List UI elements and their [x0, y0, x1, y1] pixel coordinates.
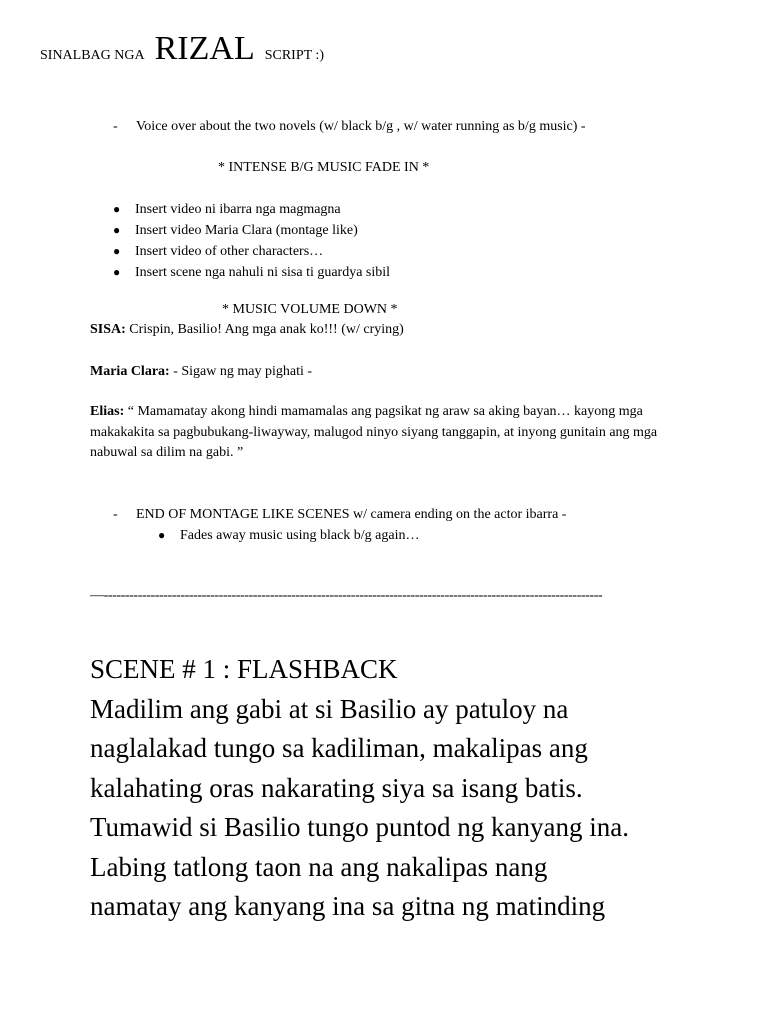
list-item: ● Insert video Maria Clara (montage like) — [113, 220, 390, 241]
insert-bullet-list — [113, 199, 390, 283]
sisa-line: Crispin, Basilio! Ang mga anak ko!!! (w/ crying) — [125, 322, 404, 337]
sisa-dialogue — [90, 320, 680, 341]
bullet-icon: ● — [113, 244, 121, 258]
maria-clara-line: - Sigaw ng may pighati - — [169, 364, 313, 379]
intense-music-cue: * INTENSE B/G MUSIC FADE IN * — [218, 160, 430, 175]
dash-marker: - — [113, 507, 118, 522]
scene-line: naglalakad tungo sa kadiliman, makalipas ang — [90, 733, 588, 763]
bullet-icon: ● — [113, 265, 121, 279]
list-item: ● Insert video of other characters… — [113, 241, 390, 262]
scene-line: namatay ang kanyang ina sa gitna ng matinding — [90, 891, 606, 921]
list-item: ● Insert video ni ibarra nga magmagna — [113, 199, 390, 220]
fade-bullet-item — [158, 525, 420, 546]
scene-line: Labing tatlong taon na ang nakalipas nang — [90, 851, 548, 882]
list-item: ● Insert scene nga nahuli ni sisa ti guardya sibil — [113, 262, 390, 283]
bullet-icon: ● — [113, 202, 121, 216]
document-title — [40, 30, 324, 68]
speaker-elias: Elias: — [90, 404, 125, 419]
speaker-sisa: SISA: — [90, 322, 126, 337]
section-divider: —--------------------------------------------------------------------------------------------------------------------- — [90, 588, 603, 603]
voice-over-text: Voice over about the two novels (w/ black b/g , w/ water running as b/g music) - — [136, 119, 586, 134]
maria-clara-dialogue — [90, 362, 680, 383]
title-suffix: SCRIPT :) — [264, 48, 324, 63]
scene-line: Tumawid si Basilio tungo puntod ng kanyang ina. — [90, 812, 629, 842]
dash-marker: - — [113, 119, 118, 134]
fade-bullet-text: Fades away music using black b/g again… — [180, 528, 420, 543]
scene-line: Madilim ang gabi at si Basilio ay patuloy na — [90, 693, 569, 724]
scene-line: kalahating oras nakarating siya sa isang batis. — [90, 772, 583, 803]
volume-down-cue: * MUSIC VOLUME DOWN * — [222, 302, 398, 317]
title-prefix: SINALBAG NGA — [40, 48, 145, 63]
scene-heading: SCENE # 1 : FLASHBACK — [90, 654, 398, 684]
bullet-icon: ● — [158, 528, 166, 542]
bullet-icon: ● — [113, 223, 121, 237]
speaker-maria-clara: Maria Clara: — [90, 364, 170, 379]
voice-over-line — [113, 117, 586, 137]
montage-end-text: END OF MONTAGE LIKE SCENES w/ camera ending on the actor ibarra - — [136, 507, 567, 522]
elias-dialogue — [90, 402, 680, 464]
title-main: RIZAL — [154, 30, 255, 67]
elias-line: “ Mamamatay akong hindi mamamalas ang pagsikat ng araw sa aking bayan… kayong mga makakakita sa pagbubukang-liwayway, malugod ninyo siyang tanggapin, at inyong gunitain ang mga nabuwal sa dilim na gabi. ” — [90, 404, 658, 460]
scene-section — [90, 650, 730, 927]
montage-end-line — [113, 505, 566, 525]
